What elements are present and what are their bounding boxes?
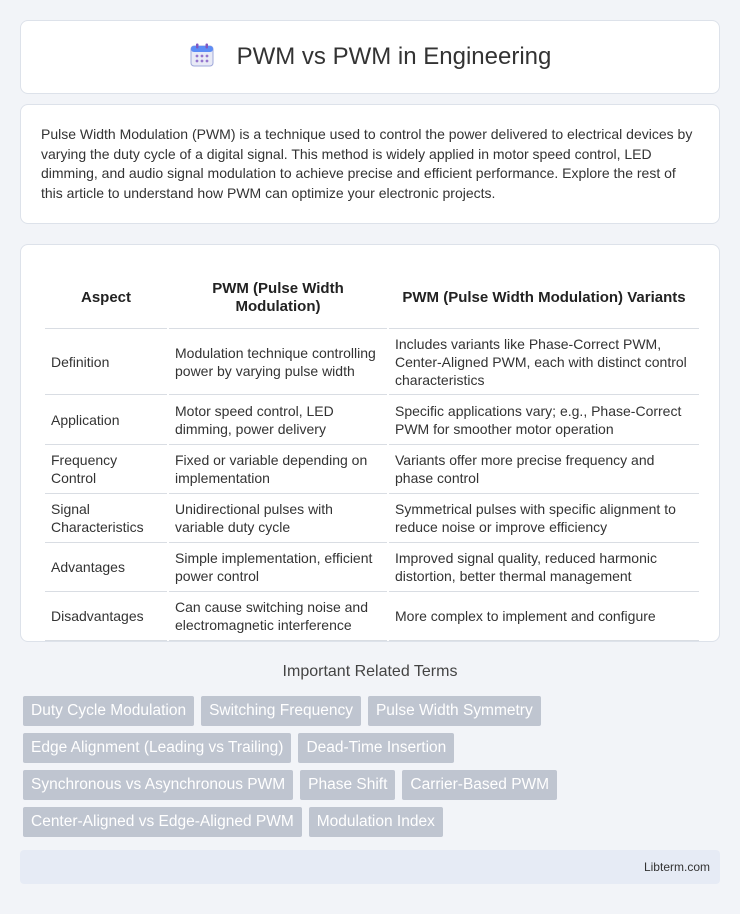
- table-row: [45, 329, 699, 395]
- page-title: PWM vs PWM in Engineering: [236, 43, 552, 70]
- tag-row: [23, 770, 723, 800]
- comparison-table-card: [20, 244, 720, 642]
- tag-center-aligned-vs-edge-aligned[interactable]: Center-Aligned vs Edge-Aligned PWM: [23, 807, 302, 837]
- tag-modulation-index[interactable]: Modulation Index: [309, 807, 443, 837]
- tag-row: [23, 733, 723, 763]
- related-terms-title: Important Related Terms: [282, 663, 458, 680]
- table-cell: Unidirectional pulses with variable duty cycle: [169, 494, 387, 543]
- intro-text: Pulse Width Modulation (PWM) is a technique used to control the power delivered to electrical devices by varying the duty cycle of a digital signal. This method is widely applied in motor speed control, LED dimming, and audio signal modulation to achieve precise and efficient performance. Explore the rest of this article to understand how PWM can optimize your electronic projects.: [41, 126, 693, 201]
- tag-pulse-width-symmetry[interactable]: Pulse Width Symmetry: [368, 696, 541, 726]
- table-cell: Can cause switching noise and electromagnetic interference: [169, 592, 387, 641]
- table-cell: More complex to implement and configure: [389, 592, 699, 641]
- tag-edge-alignment[interactable]: Edge Alignment (Leading vs Trailing): [23, 733, 291, 763]
- table-cell: Symmetrical pulses with specific alignment to reduce noise or improve efficiency: [389, 494, 699, 543]
- table-row: [45, 395, 699, 445]
- footer-site-link[interactable]: Libterm.com: [643, 860, 710, 874]
- table-cell: Simple implementation, efficient power control: [169, 543, 387, 592]
- tag-duty-cycle-modulation[interactable]: Duty Cycle Modulation: [23, 696, 194, 726]
- tag-phase-shift[interactable]: Phase Shift: [300, 770, 395, 800]
- title-wrap: [189, 42, 552, 73]
- table-cell: Motor speed control, LED dimming, power delivery: [169, 395, 387, 445]
- related-terms: [23, 696, 723, 844]
- table-row: [45, 445, 699, 494]
- table-row: [45, 543, 699, 592]
- table-cell: Advantages: [45, 543, 167, 592]
- table-header-pwm: PWM (Pulse Width Modulation): [169, 267, 387, 329]
- table-cell: Signal Characteristics: [45, 494, 167, 543]
- table-cell: Definition: [45, 329, 167, 395]
- table-cell: Application: [45, 395, 167, 445]
- table-cell: Fixed or variable depending on implementation: [169, 445, 387, 494]
- tag-synchronous-vs-asynchronous[interactable]: Synchronous vs Asynchronous PWM: [23, 770, 293, 800]
- table-cell: Modulation technique controlling power by varying pulse width: [169, 329, 387, 395]
- table-header-variants: PWM (Pulse Width Modulation) Variants: [389, 267, 699, 329]
- footer: [20, 850, 720, 884]
- tag-row: [23, 696, 723, 726]
- table-cell: Includes variants like Phase-Correct PWM, Center-Aligned PWM, each with distinct control characteristics: [389, 329, 699, 395]
- table-row: [45, 494, 699, 543]
- table-cell: Variants offer more precise frequency and phase control: [389, 445, 699, 494]
- comparison-table: [43, 267, 701, 641]
- tag-dead-time-insertion[interactable]: Dead-Time Insertion: [298, 733, 454, 763]
- tag-carrier-based-pwm[interactable]: Carrier-Based PWM: [402, 770, 557, 800]
- table-header-aspect: Aspect: [45, 267, 167, 329]
- table-cell: Specific applications vary; e.g., Phase-Correct PWM for smoother motor operation: [389, 395, 699, 445]
- table-header-row: [45, 267, 699, 329]
- table-cell: Disadvantages: [45, 592, 167, 641]
- intro-card: [20, 104, 720, 224]
- tag-row: [23, 807, 723, 837]
- table-cell: Frequency Control: [45, 445, 167, 494]
- header-card: [20, 20, 720, 94]
- table-cell: Improved signal quality, reduced harmonic distortion, better thermal management: [389, 543, 699, 592]
- calendar-icon: [189, 42, 215, 73]
- table-row: [45, 592, 699, 641]
- tag-switching-frequency[interactable]: Switching Frequency: [201, 696, 361, 726]
